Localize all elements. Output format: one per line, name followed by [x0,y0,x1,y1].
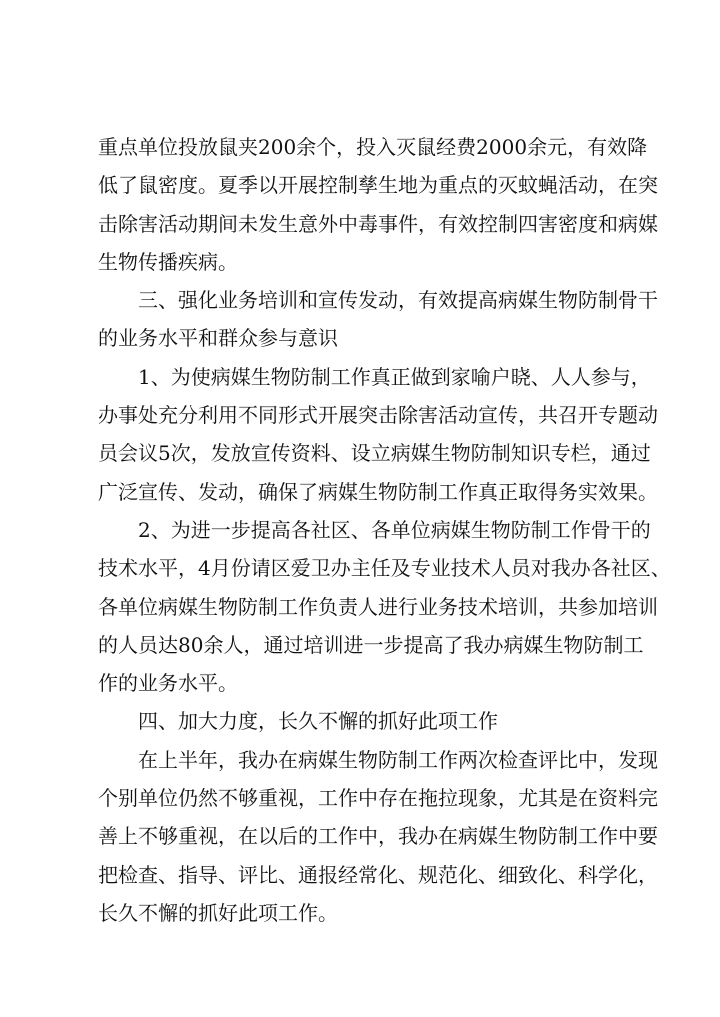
paragraph-line: 广泛宣传、发动，确保了病媒生物防制工作真正取得务实效果。 [98,479,658,504]
paragraph-line: 在上半年，我办在病媒生物防制工作两次检查评比中，发现 [138,747,658,772]
paragraph-line: 个别单位仍然不够重视，工作中存在拖拉现象，尤其是在资料完 [98,786,658,811]
paragraph-line: 低了鼠密度。夏季以开展控制孳生地为重点的灭蚊蝇活动，在突 [98,173,658,198]
paragraph-line: 员会议5次，发放宣传资料、设立病媒生物防制知识专栏，通过 [98,441,651,466]
paragraph-line: 各单位病媒生物防制工作负责人进行业务技术培训，共参加培训 [98,594,658,619]
paragraph-line: 技术水平，4月份请区爱卫办主任及专业技术人员对我办各社区、 [98,556,671,581]
paragraph-line: 重点单位投放鼠夹200余个，投入灭鼠经费2000余元，有效降 [98,135,648,159]
paragraph-line: 击除害活动期间未发生意外中毒事件，有效控制四害密度和病媒 [98,211,658,236]
paragraph-line: 的人员达80余人，通过培训进一步提高了我办病媒生物防制工 [98,632,644,657]
section-heading-line: 三、强化业务培训和宣传发动，有效提高病媒生物防制骨干 [138,288,658,313]
section-heading-line: 的业务水平和群众参与意识 [98,326,338,351]
paragraph-line: 把检查、指导、评比、通报经常化、规范化、细致化、科学化， [98,862,658,887]
paragraph-line: 1、为使病媒生物防制工作真正做到家喻户晓、人人参与， [138,364,651,389]
paragraph-line: 善上不够重视，在以后的工作中，我办在病媒生物防制工作中要 [98,824,658,849]
paragraph-line: 办事处充分利用不同形式开展突击除害活动宣传，共召开专题动 [98,403,658,428]
paragraph-line: 生物传播疾病。 [98,249,238,274]
document-body [98,128,671,932]
section-heading-line: 四、加大力度，长久不懈的抓好此项工作 [138,709,498,734]
paragraph-line: 作的业务水平。 [98,671,238,696]
paragraph-line: 2、为进一步提高各社区、各单位病媒生物防制工作骨干的 [138,517,651,542]
paragraph-line: 长久不懈的抓好此项工作。 [98,900,338,925]
